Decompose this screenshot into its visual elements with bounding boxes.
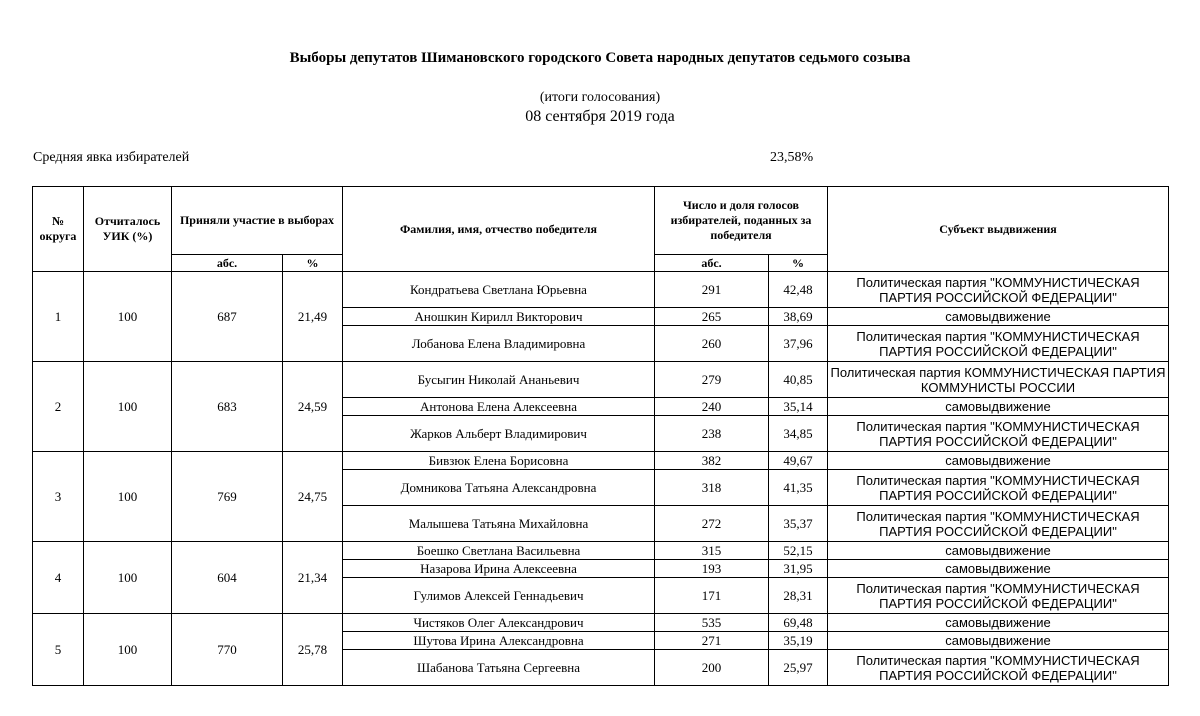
district-reported: 100 <box>84 452 172 542</box>
header-winner: Фамилия, имя, отчество победителя <box>343 187 655 272</box>
winner-votes: 291 <box>655 272 769 308</box>
district-turnout-abs: 770 <box>172 614 283 686</box>
winner-votes: 315 <box>655 542 769 560</box>
winner-votes: 238 <box>655 416 769 452</box>
winner-votes-pct: 35,14 <box>769 398 828 416</box>
district-reported: 100 <box>84 362 172 452</box>
district-turnout-pct: 24,75 <box>283 452 343 542</box>
turnout-value: 23,58% <box>770 150 814 165</box>
turnout-label: Средняя явка избирателей <box>33 150 190 165</box>
winner-subject: Политическая партия "КОММУНИСТИЧЕСКАЯ ПАРТИЯ РОССИЙСКОЙ ФЕДЕРАЦИИ" <box>828 272 1169 308</box>
district-turnout-abs: 769 <box>172 452 283 542</box>
winner-votes: 272 <box>655 506 769 542</box>
winner-votes-pct: 49,67 <box>769 452 828 470</box>
results-table <box>32 186 1169 686</box>
winner-votes: 265 <box>655 308 769 326</box>
district-number: 1 <box>33 272 84 362</box>
header-votes-pct: % <box>769 255 828 272</box>
district-turnout-abs: 604 <box>172 542 283 614</box>
header-participated-abs: абс. <box>172 255 283 272</box>
winner-name: Антонова Елена Алексеевна <box>343 398 655 416</box>
winner-votes: 193 <box>655 560 769 578</box>
winner-name: Домникова Татьяна Александровна <box>343 470 655 506</box>
winner-subject: Политическая партия КОММУНИСТИЧЕСКАЯ ПАРТИЯ КОММУНИСТЫ РОССИИ <box>828 362 1169 398</box>
table-row <box>33 452 1169 470</box>
table-row <box>33 272 1169 308</box>
winner-name: Бусыгин Николай Ананьевич <box>343 362 655 398</box>
district-number: 3 <box>33 452 84 542</box>
district-reported: 100 <box>84 542 172 614</box>
winner-votes: 271 <box>655 632 769 650</box>
district-turnout-abs: 687 <box>172 272 283 362</box>
district-turnout-pct: 21,49 <box>283 272 343 362</box>
winner-votes-pct: 35,37 <box>769 506 828 542</box>
table-row <box>33 542 1169 560</box>
winner-subject: самовыдвижение <box>828 542 1169 560</box>
winner-votes: 240 <box>655 398 769 416</box>
district-number: 4 <box>33 542 84 614</box>
winner-votes-pct: 25,97 <box>769 650 828 686</box>
winner-votes-pct: 37,96 <box>769 326 828 362</box>
winner-votes-pct: 38,69 <box>769 308 828 326</box>
district-reported: 100 <box>84 272 172 362</box>
header-subject: Субъект выдвижения <box>828 187 1169 272</box>
winner-subject: самовыдвижение <box>828 632 1169 650</box>
winner-votes-pct: 42,48 <box>769 272 828 308</box>
winner-name: Жарков Альберт Владимирович <box>343 416 655 452</box>
winner-votes: 200 <box>655 650 769 686</box>
winner-votes: 535 <box>655 614 769 632</box>
winner-name: Лобанова Елена Владимировна <box>343 326 655 362</box>
winner-subject: самовыдвижение <box>828 560 1169 578</box>
winner-subject: самовыдвижение <box>828 452 1169 470</box>
district-reported: 100 <box>84 614 172 686</box>
winner-subject: Политическая партия "КОММУНИСТИЧЕСКАЯ ПАРТИЯ РОССИЙСКОЙ ФЕДЕРАЦИИ" <box>828 650 1169 686</box>
winner-votes-pct: 41,35 <box>769 470 828 506</box>
winner-votes-pct: 31,95 <box>769 560 828 578</box>
winner-name: Боешко Светлана Васильевна <box>343 542 655 560</box>
winner-votes-pct: 35,19 <box>769 632 828 650</box>
winner-votes-pct: 28,31 <box>769 578 828 614</box>
winner-subject: Политическая партия "КОММУНИСТИЧЕСКАЯ ПАРТИЯ РОССИЙСКОЙ ФЕДЕРАЦИИ" <box>828 416 1169 452</box>
district-number: 2 <box>33 362 84 452</box>
winner-name: Аношкин Кирилл Викторович <box>343 308 655 326</box>
table-row <box>33 362 1169 398</box>
winner-subject: самовыдвижение <box>828 614 1169 632</box>
election-date: 08 сентября 2019 года <box>525 108 675 125</box>
winner-name: Шабанова Татьяна Сергеевна <box>343 650 655 686</box>
district-number: 5 <box>33 614 84 686</box>
winner-name: Назарова Ирина Алексеевна <box>343 560 655 578</box>
winner-votes-pct: 52,15 <box>769 542 828 560</box>
winner-votes: 382 <box>655 452 769 470</box>
district-turnout-pct: 25,78 <box>283 614 343 686</box>
winner-subject: Политическая партия "КОММУНИСТИЧЕСКАЯ ПАРТИЯ РОССИЙСКОЙ ФЕДЕРАЦИИ" <box>828 326 1169 362</box>
winner-votes: 171 <box>655 578 769 614</box>
district-turnout-pct: 24,59 <box>283 362 343 452</box>
winner-votes-pct: 40,85 <box>769 362 828 398</box>
winner-votes: 318 <box>655 470 769 506</box>
winner-votes: 279 <box>655 362 769 398</box>
winner-subject: самовыдвижение <box>828 308 1169 326</box>
results-body <box>33 187 1169 686</box>
district-turnout-abs: 683 <box>172 362 283 452</box>
winner-subject: Политическая партия "КОММУНИСТИЧЕСКАЯ ПАРТИЯ РОССИЙСКОЙ ФЕДЕРАЦИИ" <box>828 578 1169 614</box>
winner-subject: Политическая партия "КОММУНИСТИЧЕСКАЯ ПАРТИЯ РОССИЙСКОЙ ФЕДЕРАЦИИ" <box>828 506 1169 542</box>
winner-name: Бивзюк Елена Борисовна <box>343 452 655 470</box>
winner-votes: 260 <box>655 326 769 362</box>
header-reported: Отчиталось УИК (%) <box>84 187 172 272</box>
header-participated-pct: % <box>283 255 343 272</box>
header-votes-abs: абс. <box>655 255 769 272</box>
winner-name: Гулимов Алексей Геннадьевич <box>343 578 655 614</box>
winner-votes-pct: 69,48 <box>769 614 828 632</box>
winner-votes-pct: 34,85 <box>769 416 828 452</box>
winner-subject: Политическая партия "КОММУНИСТИЧЕСКАЯ ПАРТИЯ РОССИЙСКОЙ ФЕДЕРАЦИИ" <box>828 470 1169 506</box>
winner-name: Чистяков Олег Александрович <box>343 614 655 632</box>
winner-name: Кондратьева Светлана Юрьевна <box>343 272 655 308</box>
document-title: Выборы депутатов Шимановского городского Совета народных депутатов седьмого созыва <box>289 50 911 66</box>
winner-name: Шутова Ирина Александровна <box>343 632 655 650</box>
document-subtitle: (итоги голосования) <box>539 90 661 105</box>
header-district: № округа <box>33 187 84 272</box>
header-participated: Приняли участие в выборах <box>172 187 343 255</box>
winner-subject: самовыдвижение <box>828 398 1169 416</box>
header-row <box>33 187 1169 255</box>
district-turnout-pct: 21,34 <box>283 542 343 614</box>
winner-name: Малышева Татьяна Михайловна <box>343 506 655 542</box>
table-row <box>33 614 1169 632</box>
header-votes: Число и доля голосов избирателей, поданных за победителя <box>655 187 828 255</box>
